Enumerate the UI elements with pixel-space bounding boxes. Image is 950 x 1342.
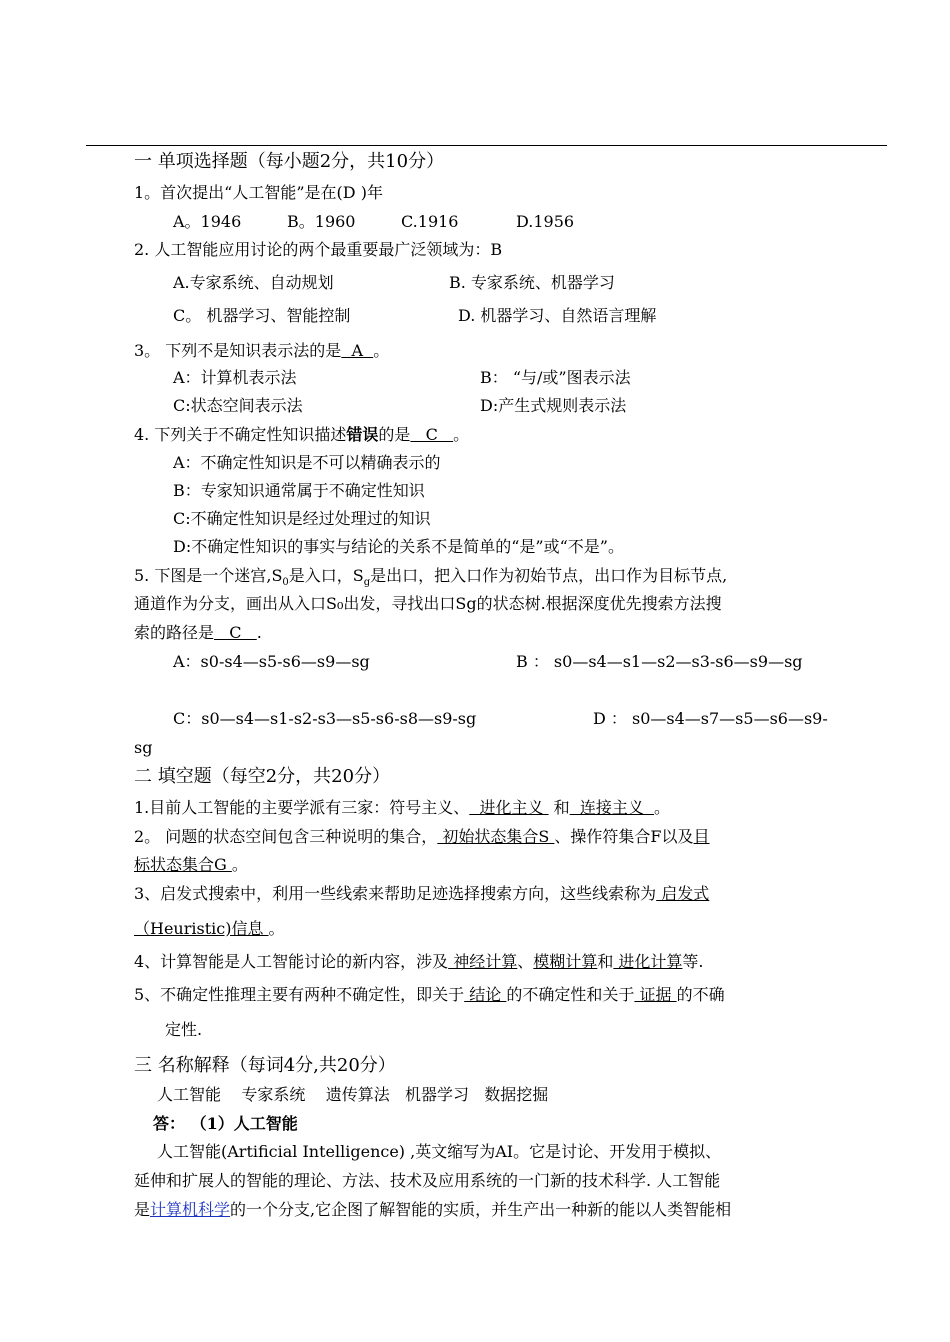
- fill-q5-line-2: 定性.: [165, 1020, 203, 1039]
- q3-text: [134, 340, 389, 362]
- q3-prefix: 3。 下列不是知识表示法的是: [134, 341, 342, 360]
- answer-heading: 答： （1）人工智能: [153, 1114, 298, 1133]
- q5-option-b: B ： s0—s4—s1—s2—s3-s6—s9—sg: [516, 652, 803, 671]
- q3-option-b: B： “与/或”图表示法: [480, 368, 631, 387]
- fill-q4-prefix: 4、计算智能是人工智能讨论的新内容，涉及: [134, 952, 449, 971]
- section-3-title: 三 名称解释（每词4分,共20分）: [134, 1055, 396, 1076]
- fill-q5-line-1: [134, 984, 725, 1006]
- fill-q1-answer-1: 进化主义: [469, 798, 549, 817]
- fill-q2-prefix: 2。 问题的状态空间包含三种说明的集合，: [134, 827, 438, 846]
- fill-q2-line-2: [134, 854, 248, 876]
- q5-option-d-cont: sg: [134, 738, 153, 757]
- q4-answer: C: [410, 425, 454, 444]
- q4-option-b: B：专家知识通常属于不确定性知识: [173, 481, 425, 500]
- q5-line-3: [134, 622, 262, 644]
- fill-q3-suffix: 。: [268, 919, 285, 938]
- q4-prefix: 4. 下列关于不确定性知识描述: [134, 425, 347, 444]
- fill-q4: [134, 951, 704, 973]
- q4-mid: 的是: [378, 425, 411, 444]
- fill-q4-answer-1: 神经计算: [448, 952, 518, 971]
- fill-q3-prefix: 3、启发式搜索中，利用一些线索来帮助足迹选择搜索方向，这些线索称为: [134, 884, 657, 903]
- fill-q2-answer-1: 初始状态集合S: [437, 827, 555, 846]
- q5-answer: C: [214, 623, 257, 642]
- q5-option-c: C：s0—s4—s1-s2-s3—s5-s6-s8—s9-sg: [173, 709, 477, 728]
- q3-option-a: A：计算机表示法: [173, 368, 297, 387]
- q4-option-c: C:不确定性知识是经过处理过的知识: [173, 509, 431, 528]
- fill-q5-prefix: 5、不确定性推理主要有两种不确定性，即关于: [134, 985, 465, 1004]
- fill-q2-answer-2a: 目: [693, 827, 710, 846]
- fill-q2-answer-2b: 标状态集合G: [134, 855, 232, 874]
- fill-q3-answer-a: 启发式: [656, 884, 710, 903]
- fill-q4-answer-3: 进化计算: [613, 952, 683, 971]
- fill-q1-prefix: 1.目前人工智能的主要学派有三家：符号主义、: [134, 798, 470, 817]
- fill-q4-suffix: 等.: [682, 952, 704, 971]
- fill-q1-answer-2: 连接主义: [569, 798, 655, 817]
- q5-line-1-b: 是入口，S: [288, 566, 364, 585]
- fill-q5-suffix: 的不确: [676, 985, 725, 1004]
- fill-q4-sep-2: 和: [597, 952, 614, 971]
- fill-q3-answer-b: （Heuristic)信息: [134, 919, 269, 938]
- q4-text: [134, 424, 469, 446]
- q5-option-a: A：s0-s4—s5-s6—s9—sg: [173, 652, 370, 671]
- computer-science-link[interactable]: 计算机科学: [150, 1200, 231, 1219]
- section-2-title: 二 填空题（每空2分，共20分）: [134, 766, 391, 787]
- q5-option-d: D ： s0—s4—s7—s5—s6—s9-: [593, 709, 828, 728]
- q5-sub-g: g: [363, 577, 371, 589]
- definition-line-3-suffix: 的一个分支,它企图了解智能的实质，并生产出一种新的能以人类智能相: [230, 1200, 732, 1219]
- definition-line-1: 人工智能(Artificial Intelligence) ,英文缩写为AI。它是讨论、开发用于模拟、: [157, 1142, 722, 1161]
- q3-answer: A: [341, 341, 374, 360]
- fill-q4-sep-1: 、: [517, 952, 534, 971]
- terms-list: 人工智能 专家系统 遗传算法 机器学习 数据挖掘: [157, 1085, 549, 1104]
- fill-q1-suffix: 。: [654, 798, 671, 817]
- q4-emphasis: 错误: [346, 425, 379, 444]
- q3-option-d: D:产生式规则表示法: [480, 396, 627, 415]
- fill-q1: [134, 797, 670, 819]
- section-1-title: 一 单项选择题（每小题2分，共10分）: [134, 151, 445, 172]
- q4-option-a: A：不确定性知识是不可以精确表示的: [173, 453, 441, 472]
- q5-line-3-prefix: 索的路径是: [134, 623, 215, 642]
- q5-line-1-c: 是出口，把入口作为初始节点，出口作为目标节点,: [370, 566, 728, 585]
- fill-q3-line-2: [134, 918, 285, 940]
- fill-q4-answer-2: 模糊计算: [533, 952, 598, 971]
- q1-option-c: C.1916: [401, 212, 459, 231]
- q1-text: 1。首次提出“人工智能”是在(D )年: [134, 183, 383, 202]
- q4-suffix: 。: [453, 425, 470, 444]
- fill-q3-line-1: [134, 883, 709, 905]
- fill-q2-suffix: 。: [231, 855, 248, 874]
- q1-option-a: A。1946: [173, 212, 242, 231]
- q2-option-a: A.专家系统、自动规划: [173, 273, 334, 292]
- q4-option-d: D:不确定性知识的事实与结论的关系不是简单的“是”或“不是”。: [173, 537, 624, 556]
- definition-line-3-prefix: 是: [134, 1200, 151, 1219]
- fill-q5-mid: 的不确定性和关于: [506, 985, 635, 1004]
- fill-q1-mid: 和: [553, 798, 570, 817]
- q1-option-b: B。1960: [287, 212, 356, 231]
- q2-option-c: C。 机器学习、智能控制: [173, 306, 351, 325]
- q5-sub-0: 0: [282, 577, 289, 589]
- fill-q2-mid: 、操作符集合F以及: [554, 827, 694, 846]
- q2-option-d: D. 机器学习、自然语言理解: [458, 306, 657, 325]
- q2-option-b: B. 专家系统、机器学习: [449, 273, 615, 292]
- q5-line-1-a: 5. 下图是一个迷宫,S: [134, 566, 283, 585]
- fill-q2-line-1: [134, 826, 710, 848]
- q5-line-1: [134, 565, 727, 594]
- fill-q5-answer-1: 结论: [464, 985, 507, 1004]
- q5-line-3-suffix: .: [256, 623, 262, 642]
- header-rule: [86, 145, 887, 146]
- definition-line-2: 延伸和扩展人的智能的理论、方法、技术及应用系统的一门新的技术科学. 人工智能: [134, 1171, 721, 1190]
- q1-option-d: D.1956: [516, 212, 575, 231]
- definition-line-3: [134, 1199, 731, 1221]
- q5-line-2: 通道作为分支，画出从入口S₀出发，寻找出口Sg的状态树.根据深度优先搜索方法搜: [134, 594, 722, 613]
- q3-suffix: 。: [373, 341, 390, 360]
- q2-text: 2. 人工智能应用讨论的两个最重要最广泛领域为：B: [134, 240, 503, 259]
- q3-option-c: C:状态空间表示法: [173, 396, 303, 415]
- fill-q5-answer-2: 证据: [634, 985, 677, 1004]
